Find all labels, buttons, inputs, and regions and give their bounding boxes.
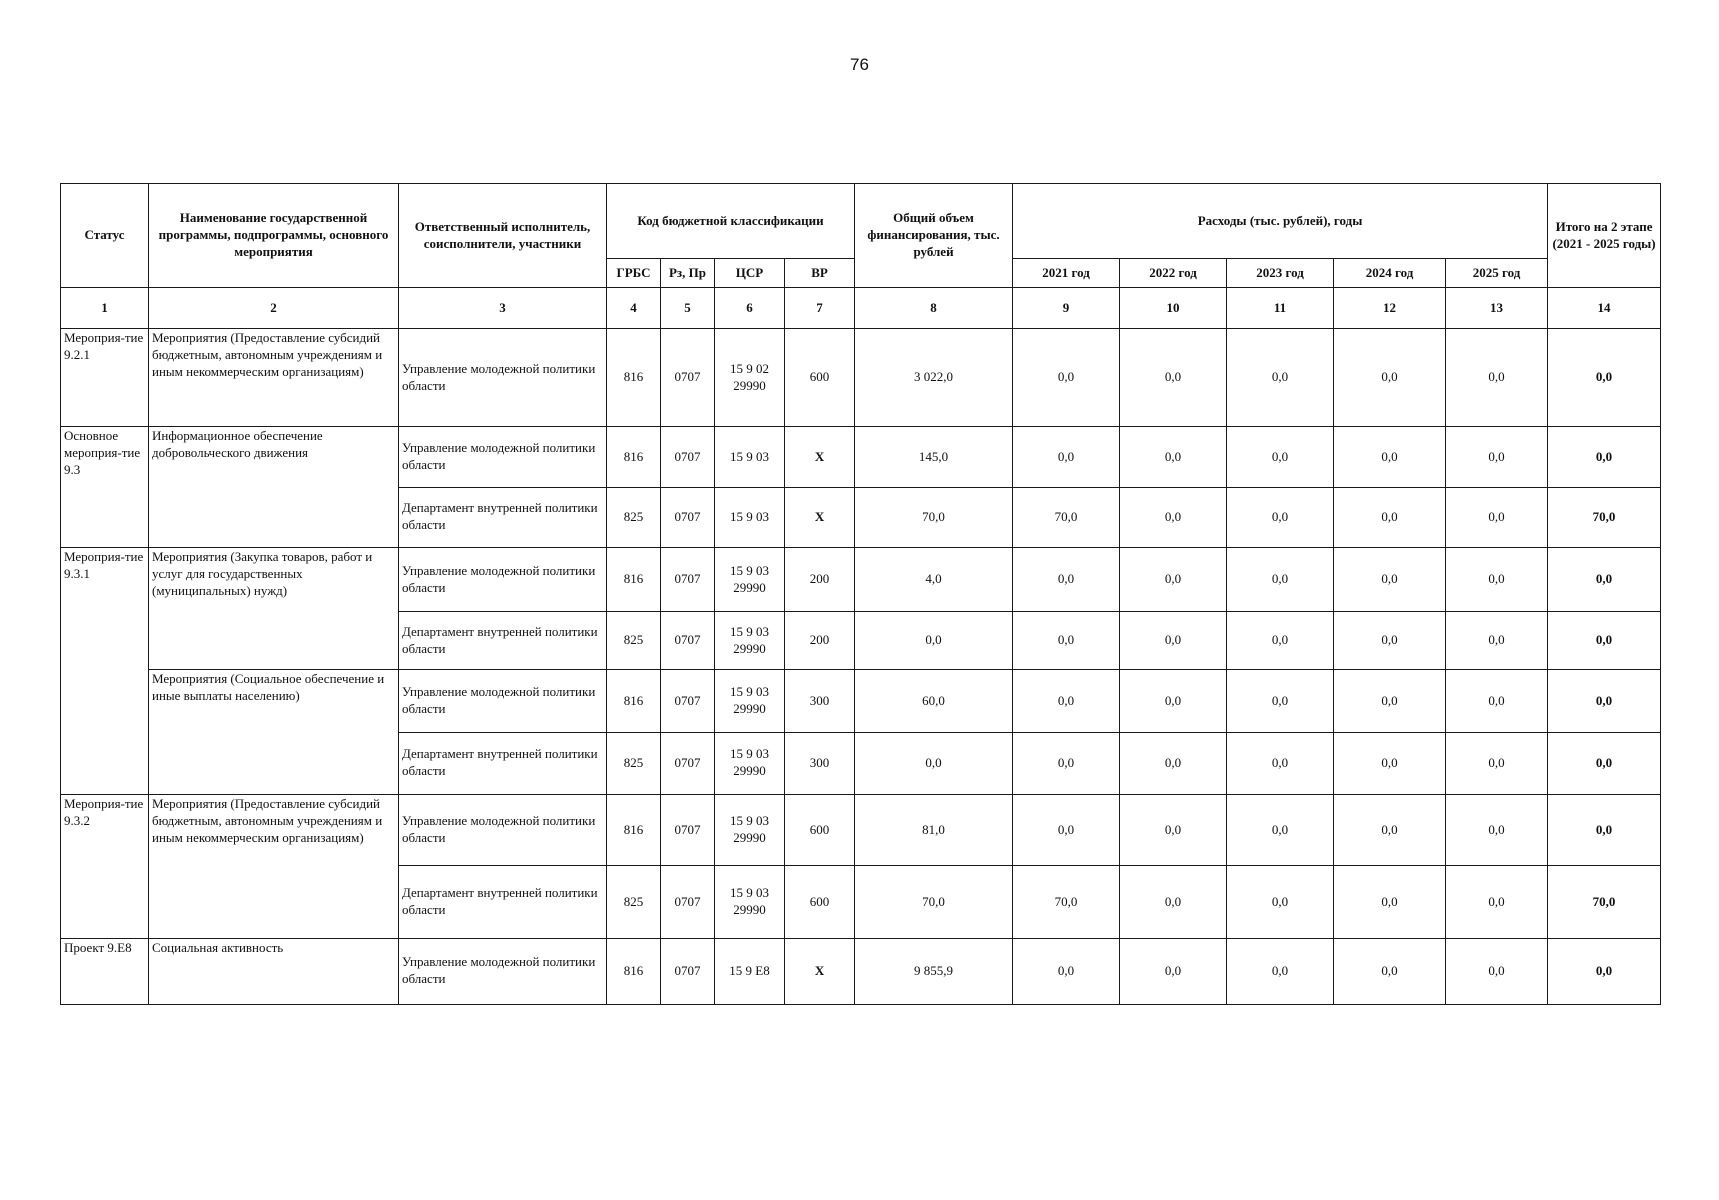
csr-cell: 15 9 03 29990: [715, 612, 785, 670]
grbs-cell: 825: [607, 866, 661, 938]
grbs-cell: 816: [607, 938, 661, 1004]
column-number: 1: [61, 288, 149, 329]
total-cell: 9 855,9: [855, 938, 1013, 1004]
stage-total-cell: 0,0: [1548, 612, 1661, 670]
status-cell: Мероприя-тие 9.3.2: [61, 795, 149, 939]
grbs-cell: 825: [607, 487, 661, 547]
year-2021-cell: 0,0: [1013, 547, 1120, 611]
header-vr: ВР: [785, 259, 855, 288]
column-number: 2: [149, 288, 399, 329]
year-2021-cell: 0,0: [1013, 795, 1120, 866]
table-row: [61, 795, 1661, 866]
csr-cell: 15 9 02 29990: [715, 329, 785, 427]
name-cell: Мероприятия (Социальное обеспечение и иные выплаты населению): [149, 670, 399, 795]
total-cell: 60,0: [855, 670, 1013, 732]
year-2021-cell: 70,0: [1013, 487, 1120, 547]
total-cell: 4,0: [855, 547, 1013, 611]
header-total-volume: Общий объем финансирования, тыс. рублей: [855, 184, 1013, 288]
stage-total-cell: 0,0: [1548, 427, 1661, 487]
year-2022-cell: 0,0: [1120, 612, 1227, 670]
year-2023-cell: 0,0: [1227, 612, 1334, 670]
table-row: [61, 938, 1661, 1004]
stage-total-cell: 0,0: [1548, 938, 1661, 1004]
vr-cell: 600: [785, 795, 855, 866]
vr-cell: 300: [785, 670, 855, 732]
executor-cell: Управление молодежной политики области: [399, 670, 607, 732]
year-2021-cell: 0,0: [1013, 938, 1120, 1004]
executor-cell: Управление молодежной политики области: [399, 938, 607, 1004]
total-cell: 0,0: [855, 612, 1013, 670]
header-grbs: ГРБС: [607, 259, 661, 288]
executor-cell: Департамент внутренней политики области: [399, 732, 607, 794]
rzpr-cell: 0707: [661, 732, 715, 794]
csr-cell: 15 9 03: [715, 427, 785, 487]
name-cell: Информационное обеспечение добровольческого движения: [149, 427, 399, 548]
year-2024-cell: 0,0: [1334, 938, 1446, 1004]
year-2025-cell: 0,0: [1446, 670, 1548, 732]
vr-cell: X: [785, 487, 855, 547]
table-row: [61, 427, 1661, 487]
stage-total-cell: 0,0: [1548, 329, 1661, 427]
year-2023-cell: 0,0: [1227, 938, 1334, 1004]
year-2023-cell: 0,0: [1227, 329, 1334, 427]
column-number: 12: [1334, 288, 1446, 329]
table-row: [61, 670, 1661, 732]
rzpr-cell: 0707: [661, 329, 715, 427]
vr-cell: 200: [785, 547, 855, 611]
vr-cell: 300: [785, 732, 855, 794]
budget-table: [60, 183, 1661, 1005]
total-cell: 81,0: [855, 795, 1013, 866]
csr-cell: 15 9 Е8: [715, 938, 785, 1004]
status-cell: Проект 9.Е8: [61, 938, 149, 1004]
year-2021-cell: 0,0: [1013, 427, 1120, 487]
year-2023-cell: 0,0: [1227, 732, 1334, 794]
header-expenses: Расходы (тыс. рублей), годы: [1013, 184, 1548, 259]
year-2024-cell: 0,0: [1334, 866, 1446, 938]
year-2022-cell: 0,0: [1120, 670, 1227, 732]
year-2022-cell: 0,0: [1120, 866, 1227, 938]
year-2022-cell: 0,0: [1120, 487, 1227, 547]
year-2022-cell: 0,0: [1120, 795, 1227, 866]
header-year: 2022 год: [1120, 259, 1227, 288]
year-2025-cell: 0,0: [1446, 612, 1548, 670]
year-2023-cell: 0,0: [1227, 670, 1334, 732]
header-budget-code: Код бюджетной классификации: [607, 184, 855, 259]
rzpr-cell: 0707: [661, 547, 715, 611]
total-cell: 0,0: [855, 732, 1013, 794]
year-2024-cell: 0,0: [1334, 427, 1446, 487]
stage-total-cell: 0,0: [1548, 795, 1661, 866]
csr-cell: 15 9 03 29990: [715, 547, 785, 611]
header-executor: Ответственный исполнитель, соисполнители, участники: [399, 184, 607, 288]
table-row: [61, 547, 1661, 611]
header-year: 2021 год: [1013, 259, 1120, 288]
total-cell: 70,0: [855, 866, 1013, 938]
year-2024-cell: 0,0: [1334, 329, 1446, 427]
csr-cell: 15 9 03 29990: [715, 732, 785, 794]
year-2024-cell: 0,0: [1334, 795, 1446, 866]
year-2024-cell: 0,0: [1334, 547, 1446, 611]
vr-cell: 600: [785, 329, 855, 427]
year-2022-cell: 0,0: [1120, 329, 1227, 427]
csr-cell: 15 9 03 29990: [715, 795, 785, 866]
vr-cell: X: [785, 938, 855, 1004]
rzpr-cell: 0707: [661, 866, 715, 938]
stage-total-cell: 0,0: [1548, 670, 1661, 732]
year-2024-cell: 0,0: [1334, 670, 1446, 732]
status-cell: Мероприя-тие 9.2.1: [61, 329, 149, 427]
grbs-cell: 816: [607, 670, 661, 732]
year-2021-cell: 70,0: [1013, 866, 1120, 938]
year-2023-cell: 0,0: [1227, 547, 1334, 611]
csr-cell: 15 9 03: [715, 487, 785, 547]
year-2024-cell: 0,0: [1334, 487, 1446, 547]
column-number: 11: [1227, 288, 1334, 329]
header-year: 2024 год: [1334, 259, 1446, 288]
column-number: 6: [715, 288, 785, 329]
executor-cell: Департамент внутренней политики области: [399, 487, 607, 547]
vr-cell: 200: [785, 612, 855, 670]
executor-cell: Управление молодежной политики области: [399, 427, 607, 487]
rzpr-cell: 0707: [661, 427, 715, 487]
stage-total-cell: 0,0: [1548, 732, 1661, 794]
status-cell: Мероприя-тие 9.3.1: [61, 547, 149, 794]
total-cell: 145,0: [855, 427, 1013, 487]
name-cell: Мероприятия (Закупка товаров, работ и услуг для государственных (муниципальных) нужд): [149, 547, 399, 670]
year-2021-cell: 0,0: [1013, 670, 1120, 732]
executor-cell: Управление молодежной политики области: [399, 795, 607, 866]
rzpr-cell: 0707: [661, 795, 715, 866]
year-2025-cell: 0,0: [1446, 427, 1548, 487]
name-cell: Социальная активность: [149, 938, 399, 1004]
year-2023-cell: 0,0: [1227, 795, 1334, 866]
year-2022-cell: 0,0: [1120, 938, 1227, 1004]
column-number: 13: [1446, 288, 1548, 329]
year-2025-cell: 0,0: [1446, 938, 1548, 1004]
grbs-cell: 816: [607, 427, 661, 487]
vr-cell: 600: [785, 866, 855, 938]
header-csr: ЦСР: [715, 259, 785, 288]
year-2021-cell: 0,0: [1013, 732, 1120, 794]
csr-cell: 15 9 03 29990: [715, 670, 785, 732]
stage-total-cell: 0,0: [1548, 547, 1661, 611]
year-2025-cell: 0,0: [1446, 547, 1548, 611]
year-2022-cell: 0,0: [1120, 427, 1227, 487]
year-2025-cell: 0,0: [1446, 795, 1548, 866]
year-2022-cell: 0,0: [1120, 547, 1227, 611]
column-number: 4: [607, 288, 661, 329]
rzpr-cell: 0707: [661, 612, 715, 670]
year-2025-cell: 0,0: [1446, 487, 1548, 547]
column-number: 14: [1548, 288, 1661, 329]
column-number: 9: [1013, 288, 1120, 329]
rzpr-cell: 0707: [661, 487, 715, 547]
status-cell: Основное мероприя-тие 9.3: [61, 427, 149, 548]
name-cell: Мероприятия (Предоставление субсидий бюджетным, автономным учреждениям и иным некоммерческим организациям): [149, 329, 399, 427]
grbs-cell: 825: [607, 732, 661, 794]
year-2021-cell: 0,0: [1013, 612, 1120, 670]
executor-cell: Департамент внутренней политики области: [399, 866, 607, 938]
total-cell: 3 022,0: [855, 329, 1013, 427]
year-2024-cell: 0,0: [1334, 732, 1446, 794]
year-2024-cell: 0,0: [1334, 612, 1446, 670]
csr-cell: 15 9 03 29990: [715, 866, 785, 938]
column-number: 3: [399, 288, 607, 329]
table-row: [61, 329, 1661, 427]
name-cell: Мероприятия (Предоставление субсидий бюджетным, автономным учреждениям и иным некоммерческим организациям): [149, 795, 399, 939]
year-2023-cell: 0,0: [1227, 866, 1334, 938]
grbs-cell: 816: [607, 547, 661, 611]
year-2025-cell: 0,0: [1446, 732, 1548, 794]
column-number: 7: [785, 288, 855, 329]
executor-cell: Управление молодежной политики области: [399, 329, 607, 427]
grbs-cell: 816: [607, 795, 661, 866]
year-2025-cell: 0,0: [1446, 866, 1548, 938]
header-year: 2025 год: [1446, 259, 1548, 288]
total-cell: 70,0: [855, 487, 1013, 547]
year-2021-cell: 0,0: [1013, 329, 1120, 427]
page-number: 76: [850, 55, 869, 74]
grbs-cell: 816: [607, 329, 661, 427]
year-2023-cell: 0,0: [1227, 487, 1334, 547]
stage-total-cell: 70,0: [1548, 487, 1661, 547]
vr-cell: X: [785, 427, 855, 487]
year-2022-cell: 0,0: [1120, 732, 1227, 794]
column-number: 10: [1120, 288, 1227, 329]
grbs-cell: 825: [607, 612, 661, 670]
executor-cell: Департамент внутренней политики области: [399, 612, 607, 670]
column-number: 8: [855, 288, 1013, 329]
executor-cell: Управление молодежной политики области: [399, 547, 607, 611]
column-number: 5: [661, 288, 715, 329]
header-rzpr: Рз, Пр: [661, 259, 715, 288]
stage-total-cell: 70,0: [1548, 866, 1661, 938]
rzpr-cell: 0707: [661, 670, 715, 732]
year-2025-cell: 0,0: [1446, 329, 1548, 427]
header-stage-total: Итого на 2 этапе (2021 - 2025 годы): [1548, 184, 1661, 288]
header-year: 2023 год: [1227, 259, 1334, 288]
header-status: Статус: [61, 184, 149, 288]
header-name: Наименование государственной программы, подпрограммы, основного мероприятия: [149, 184, 399, 288]
year-2023-cell: 0,0: [1227, 427, 1334, 487]
rzpr-cell: 0707: [661, 938, 715, 1004]
